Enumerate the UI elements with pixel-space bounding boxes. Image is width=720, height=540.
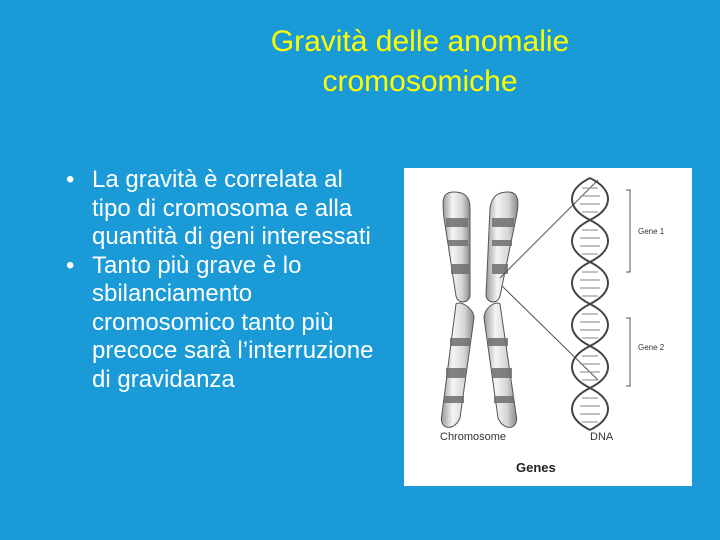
chromosome-label: Chromosome — [440, 431, 507, 443]
bullet-text-1: La gravità è correlata al tipo di cromosoma e alla quantità di geni interessati — [92, 166, 371, 250]
figure-caption: Genes — [516, 460, 556, 475]
dna-label: DNA — [590, 431, 614, 443]
bullet-dot: • — [66, 251, 75, 279]
gene-brackets — [626, 190, 630, 386]
bullet-item-2 — [66, 252, 386, 395]
bullet-dot: • — [66, 166, 75, 193]
slide-title — [190, 22, 650, 102]
slide-title-line-1: Gravità delle anomalie — [270, 25, 570, 58]
bullet-item-1 — [66, 166, 386, 252]
slide-title-line-2: cromosomiche — [322, 65, 518, 98]
chromosome-dna-illustration — [404, 168, 692, 486]
gene-1-label: Gene 1 — [638, 227, 665, 236]
bullet-text-2: Tanto più grave è lo sbilanciamento cromosomico tanto più precoce sarà l’interruzione di gravidanza — [92, 251, 374, 393]
gene-2-label: Gene 2 — [638, 343, 665, 352]
chromosome-dna-figure — [404, 168, 692, 486]
dna-helix — [572, 178, 608, 430]
chromosome-shape — [441, 192, 518, 427]
bullet-list — [66, 166, 386, 394]
